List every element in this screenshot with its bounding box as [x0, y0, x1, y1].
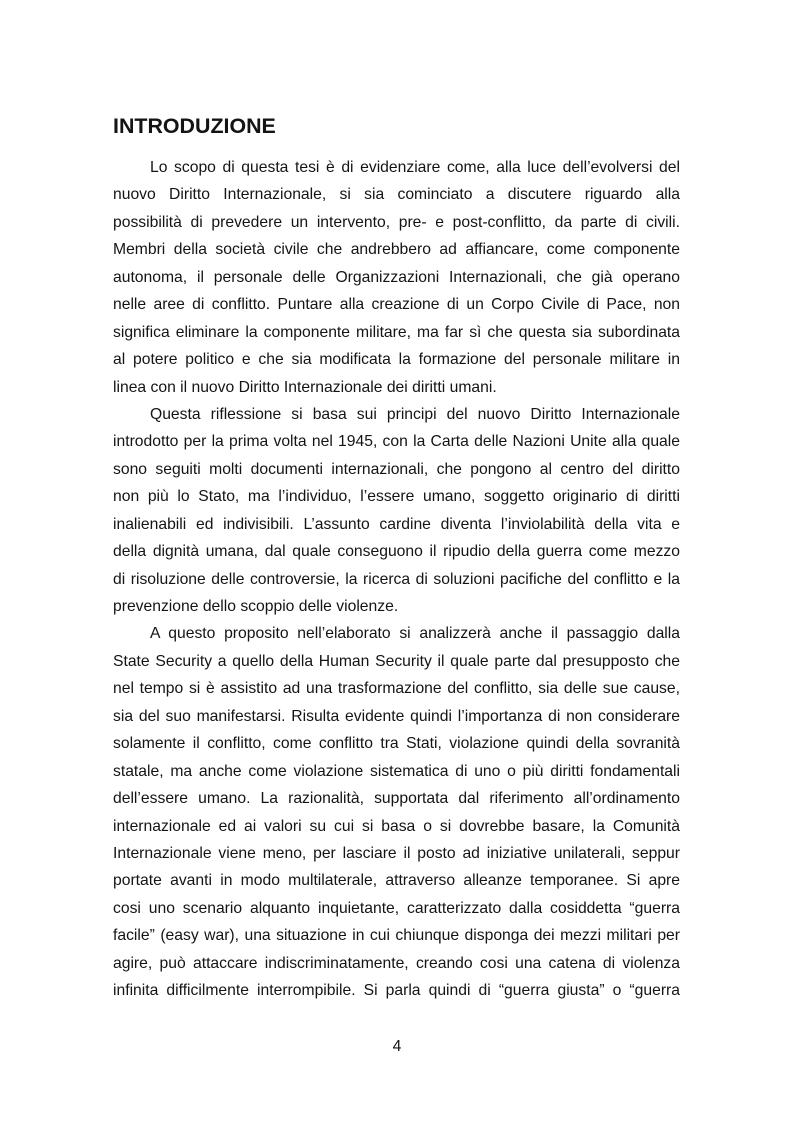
- text-line: agire, può attaccare indiscriminatamente, creando cosi una catena di violenza: [113, 954, 680, 972]
- text-line: solamente il conflitto, come conflitto tra Stati, violazione quindi della sovranità: [113, 735, 680, 753]
- text-line: A questo proposito nell’elaborato si analizzerà anche il passaggio dalla: [150, 625, 680, 643]
- text-line: al potere politico e che sia modificata la formazione del personale militare in: [113, 351, 680, 369]
- text-line: nel tempo si è assistito ad una trasformazione del conflitto, sia delle sue cause,: [113, 680, 680, 698]
- text-line: della dignità umana, dal quale conseguono il ripudio della guerra come mezzo: [113, 543, 680, 561]
- text-line: sono seguiti molti documenti internazionali, che pongono al centro del diritto: [113, 460, 680, 478]
- body-text: [113, 154, 680, 1005]
- text-line: nuovo Diritto Internazionale, si sia cominciato a discutere riguardo alla: [113, 186, 680, 204]
- text-line: possibilità di prevedere un intervento, pre- e post-conflitto, da parte di civili.: [113, 213, 680, 231]
- text-line: internazionale ed ai valori su cui si basa o si dovrebbe basare, la Comunità: [113, 817, 680, 835]
- page-title: INTRODUZIONE: [113, 114, 276, 138]
- text-line: infinita difficilmente interrompibile. Si parla quindi di “guerra giusta” o “guerra: [113, 982, 680, 1000]
- text-line: facile” (easy war), una situazione in cui chiunque disponga dei mezzi militari per: [113, 927, 680, 945]
- text-line: Internazionale viene meno, per lasciare il posto ad iniziative unilaterali, seppur: [113, 844, 680, 862]
- text-line: Questa riflessione si basa sui principi del nuovo Diritto Internazionale: [150, 405, 680, 423]
- text-line: sia del suo manifestarsi. Risulta evidente quindi l’importanza di non considerare: [113, 707, 680, 725]
- text-line: significa eliminare la componente militare, ma far sì che questa sia subordinata: [113, 323, 680, 341]
- text-line: prevenzione dello scoppio delle violenze.: [113, 598, 399, 615]
- text-line: autonoma, il personale delle Organizzazioni Internazionali, che già operano: [113, 268, 680, 286]
- text-line: introdotto per la prima volta nel 1945, con la Carta delle Nazioni Unite alla quale: [113, 433, 680, 451]
- text-line: statale, ma anche come violazione sistematica di uno o più diritti fondamentali: [113, 762, 680, 780]
- paragraph-3: [113, 620, 680, 1004]
- page-number: 4: [392, 1038, 402, 1055]
- paragraph-2: [113, 401, 680, 621]
- text-line: dell’essere umano. La razionalità, supportata dal riferimento all’ordinamento: [113, 790, 680, 808]
- text-line: inalienabili ed indivisibili. L’assunto cardine diventa l’inviolabilità della vita e: [113, 515, 680, 533]
- text-line: nelle aree di conflitto. Puntare alla creazione di un Corpo Civile di Pace, non: [113, 296, 680, 314]
- text-line: cosi uno scenario alquanto inquietante, caratterizzato dalla cosiddetta “guerra: [113, 899, 680, 917]
- text-line: di risoluzione delle controversie, la ricerca di soluzioni pacifiche del conflitto e la: [113, 570, 680, 588]
- text-line: Membri della società civile che andrebbero ad affiancare, come componente: [113, 241, 680, 259]
- text-line: Lo scopo di questa tesi è di evidenziare come, alla luce dell’evolversi del: [150, 159, 680, 176]
- text-line: portate avanti in modo multilaterale, attraverso alleanze temporanee. Si apre: [113, 872, 680, 890]
- text-line: linea con il nuovo Diritto Internazionale dei diritti umani.: [113, 378, 497, 396]
- text-line: non più lo Stato, ma l’individuo, l’essere umano, soggetto originario di diritti: [113, 488, 680, 506]
- paragraph-1: [113, 154, 680, 401]
- text-line: State Security a quello della Human Security il quale parte dal presupposto che: [113, 652, 680, 670]
